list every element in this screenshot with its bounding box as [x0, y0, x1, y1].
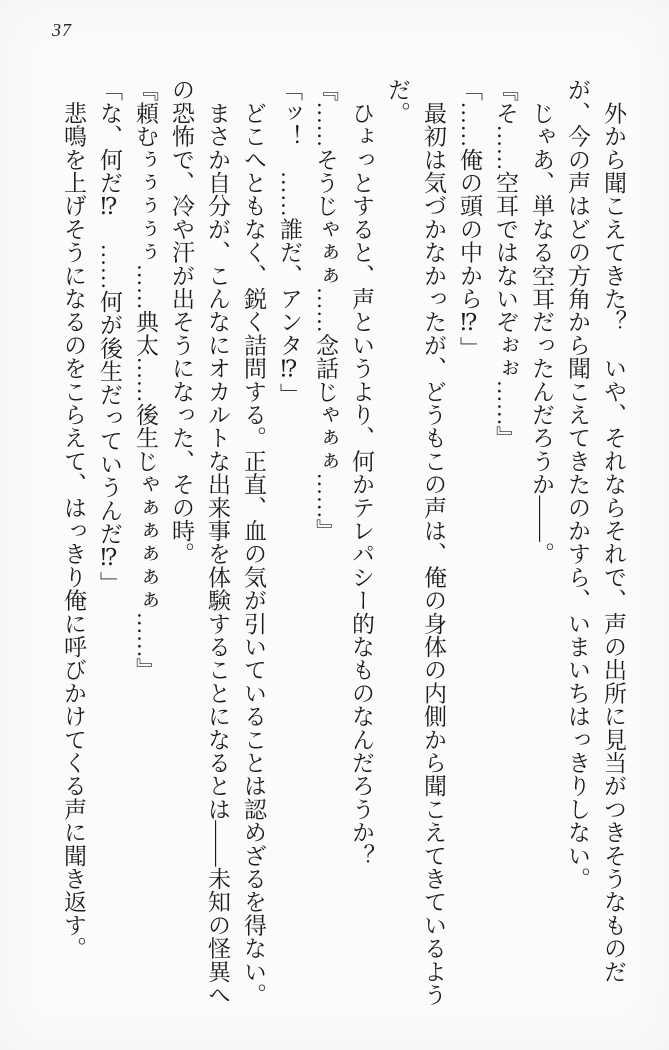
text-line: だ。	[385, 78, 410, 125]
text-line: まさか自分が、こんなにオカルトな出来事を体験することになるとは――未知の怪異へ	[205, 78, 230, 1006]
text-line: 外から聞こえてきた？ いや、それならそれで、声の出所に見当がつきそうなものだ	[601, 78, 626, 983]
text-line: 最初は気づかなかったが、どうもこの声は、俺の身体の内側から聞こえてきているよう	[421, 78, 446, 1006]
text-line: じゃあ、単なる空耳だったんだろうか――。	[529, 78, 554, 566]
text-line: 悲鳴を上げそうになるのをこらえて、はっきり俺に呼びかけてくる声に聞き返す。	[61, 78, 86, 960]
text-line: 「な、何だ⁉ ……何が後生だっていうんだ⁉」	[97, 78, 122, 595]
text-line: 「……俺の頭の中から⁉」	[457, 78, 482, 360]
text-line: 『そ……空耳ではないぞぉぉ……』	[493, 78, 518, 450]
text-line: 「ッ！ ……誰だ、アンタ⁉」	[277, 78, 302, 406]
page-number: 37	[52, 20, 72, 40]
text-line: が、今の声はどの方角から聞こえてきたのかすら、いまいちはっきりしない。	[565, 78, 590, 890]
text-line: ひょっとすると、声というより、何かテレパシー的なものなんだろうか？	[349, 78, 374, 867]
text-line: 『頼むぅぅぅぅぅ……典太……後生じゃぁぁぁぁぁ……』	[133, 78, 158, 682]
text-line: 『……そうじゃぁぁ……念話じゃぁぁ……』	[313, 78, 338, 542]
text-line: の恐怖で、冷や汗が出そうになった、その時。	[169, 78, 194, 566]
body-text-block	[55, 78, 631, 1023]
text-line: どこへともなく、鋭く詰問する。正直、血の気が引いていることは認めざるを得ない。	[241, 78, 266, 1006]
